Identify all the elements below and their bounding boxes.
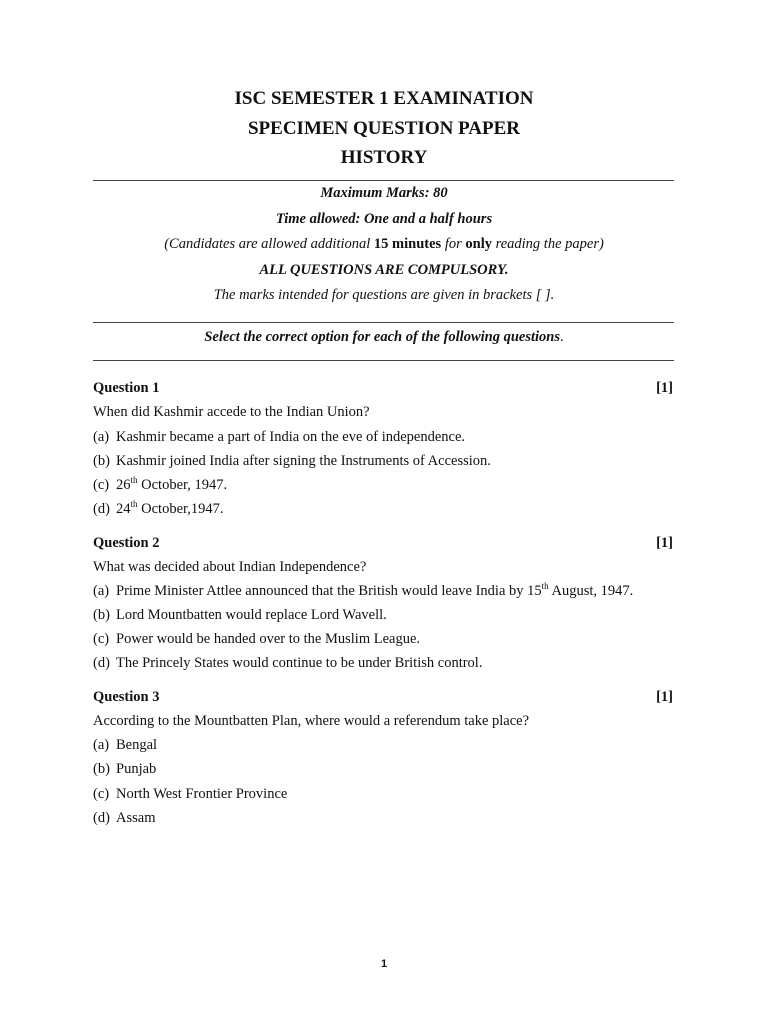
reading-note-text: for bbox=[441, 236, 466, 252]
section-instruction-period: . bbox=[560, 329, 564, 345]
section-instruction bbox=[0, 328, 768, 346]
option-item bbox=[93, 606, 683, 624]
option-letter: (b) bbox=[93, 607, 110, 623]
section-divider-bottom bbox=[93, 360, 674, 361]
option-item bbox=[93, 582, 683, 600]
page-number: 1 bbox=[380, 958, 388, 970]
reading-note-text: reading the paper) bbox=[491, 236, 604, 252]
reading-note-only: only bbox=[465, 236, 492, 252]
option-letter: (c) bbox=[93, 477, 110, 493]
option-letter: (d) bbox=[93, 810, 110, 826]
section-divider-top bbox=[93, 322, 674, 323]
reading-note-minutes: 15 minutes bbox=[373, 236, 442, 252]
option-item bbox=[93, 476, 683, 494]
compulsory-note: ALL QUESTIONS ARE COMPULSORY. bbox=[259, 262, 509, 278]
ordinal-suffix: th bbox=[541, 581, 549, 592]
question-3-header bbox=[93, 688, 673, 706]
option-text: Prime Minister Attlee announced that the British would leave India by 15 bbox=[116, 583, 542, 599]
question-title: Question 3 bbox=[93, 689, 160, 705]
question-2-prompt: What was decided about Indian Independence? bbox=[93, 559, 367, 575]
option-text: August, 1947. bbox=[548, 583, 634, 599]
option-letter: (b) bbox=[93, 761, 110, 777]
option-item bbox=[93, 760, 683, 778]
option-letter: (b) bbox=[93, 453, 110, 469]
header-divider bbox=[93, 180, 674, 181]
question-title: Question 2 bbox=[93, 535, 160, 551]
question-1-header bbox=[93, 379, 673, 397]
option-item bbox=[93, 428, 683, 446]
option-item bbox=[93, 809, 683, 827]
option-text: The Princely States would continue to be under British control. bbox=[116, 655, 483, 671]
option-letter: (d) bbox=[93, 501, 110, 517]
option-item bbox=[93, 736, 683, 754]
ordinal-suffix: th bbox=[130, 499, 138, 510]
option-text: October,1947. bbox=[137, 501, 224, 517]
option-letter: (d) bbox=[93, 655, 110, 671]
option-letter: (a) bbox=[93, 429, 110, 445]
option-text: 24 bbox=[116, 501, 131, 517]
paper-subtitle: SPECIMEN QUESTION PAPER bbox=[247, 118, 520, 139]
option-letter: (c) bbox=[93, 786, 110, 802]
question-marks: [1] bbox=[656, 535, 673, 551]
maximum-marks: Maximum Marks: 80 bbox=[320, 185, 448, 201]
option-text: North West Frontier Province bbox=[116, 786, 288, 802]
option-letter: (a) bbox=[93, 583, 110, 599]
option-text: October, 1947. bbox=[137, 477, 228, 493]
time-allowed: Time allowed: One and a half hours bbox=[275, 211, 493, 227]
exam-title: ISC SEMESTER 1 EXAMINATION bbox=[234, 88, 534, 109]
question-2-header bbox=[93, 534, 673, 552]
section-instruction-text: Select the correct option for each of the following questions bbox=[204, 329, 561, 345]
question-title: Question 1 bbox=[93, 380, 160, 396]
option-item bbox=[93, 785, 683, 803]
option-text: Bengal bbox=[116, 737, 158, 753]
option-item bbox=[93, 654, 683, 672]
option-item bbox=[93, 452, 683, 470]
question-marks: [1] bbox=[656, 689, 673, 705]
option-text: Lord Mountbatten would replace Lord Wavell. bbox=[116, 607, 387, 623]
option-letter: (a) bbox=[93, 737, 110, 753]
option-letter: (c) bbox=[93, 631, 110, 647]
reading-time-note bbox=[0, 235, 768, 253]
subject-title: HISTORY bbox=[340, 147, 428, 168]
marks-brackets-note: The marks intended for questions are given in brackets [ ]. bbox=[213, 287, 555, 303]
option-text: Power would be handed over to the Muslim League. bbox=[116, 631, 421, 647]
option-text: Kashmir became a part of India on the eve of independence. bbox=[116, 429, 466, 445]
ordinal-suffix: th bbox=[130, 475, 138, 486]
question-1-prompt: When did Kashmir accede to the Indian Union? bbox=[93, 404, 370, 420]
reading-note-text: (Candidates are allowed additional bbox=[164, 236, 374, 252]
question-marks: [1] bbox=[656, 380, 673, 396]
question-3-prompt: According to the Mountbatten Plan, where would a referendum take place? bbox=[93, 713, 530, 729]
option-text: Kashmir joined India after signing the Instruments of Accession. bbox=[116, 453, 491, 469]
option-item bbox=[93, 500, 683, 518]
option-text: Punjab bbox=[116, 761, 157, 777]
option-text: 26 bbox=[116, 477, 131, 493]
option-text: Assam bbox=[116, 810, 156, 826]
option-item bbox=[93, 630, 683, 648]
